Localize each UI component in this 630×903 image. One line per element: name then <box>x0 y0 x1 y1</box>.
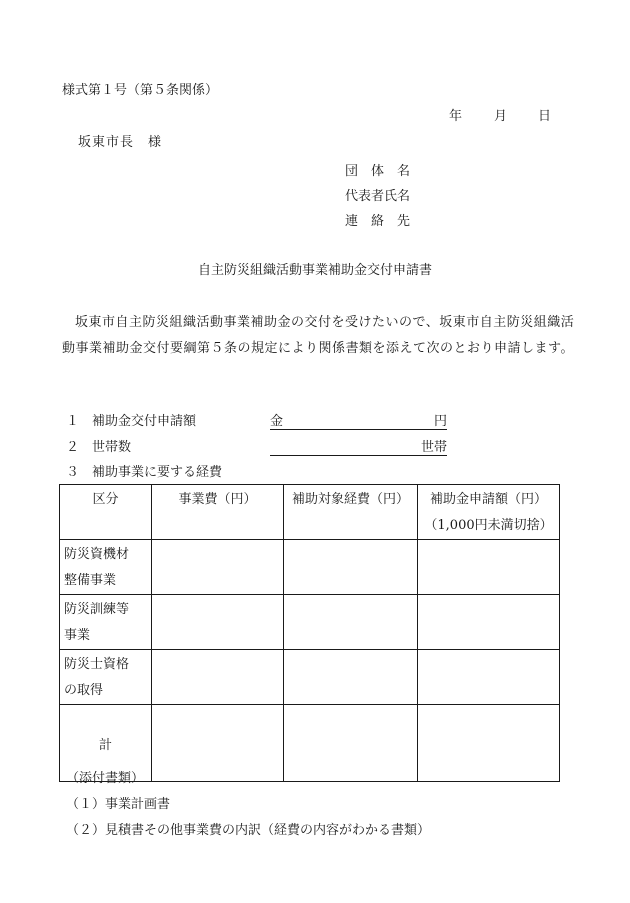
header-project-cost: 事業費（円） <box>152 485 284 540</box>
household-field[interactable] <box>270 439 447 456</box>
cell-eligible-cost[interactable] <box>284 595 418 650</box>
item-3-number: ３ <box>66 465 80 480</box>
table-row <box>60 595 560 650</box>
cell-grant-request[interactable] <box>418 650 560 705</box>
table-header-row <box>60 485 560 540</box>
cell-project-cost[interactable] <box>152 540 284 595</box>
amount-field[interactable] <box>270 413 447 430</box>
attachment-item: （２）見積書その他事業費の内訳（経費の内容がわかる書類） <box>66 823 431 838</box>
date-month: 月 <box>494 109 508 124</box>
header-eligible-cost: 補助対象経費（円） <box>284 485 418 540</box>
attachments-heading: （添付書類） <box>66 771 145 786</box>
header-grant-request <box>418 485 560 540</box>
cell-eligible-cost[interactable] <box>284 540 418 595</box>
row-category-line1: 防災訓練等 <box>64 602 130 617</box>
row-category <box>60 595 152 650</box>
table-row <box>60 540 560 595</box>
representative-label: 代表者氏名 <box>345 189 411 204</box>
item-2-label: 世帯数 <box>92 440 132 455</box>
row-category-line2: の取得 <box>64 683 104 698</box>
cell-grant-request[interactable] <box>418 595 560 650</box>
row-category-line2: 整備事業 <box>64 573 117 588</box>
row-category-line2: 事業 <box>64 628 91 643</box>
addressee: 坂東市長 様 <box>78 135 163 150</box>
household-unit: 世帯 <box>420 440 447 455</box>
date-day: 日 <box>538 109 552 124</box>
item-2-number: ２ <box>66 440 80 455</box>
expense-table <box>59 484 560 782</box>
date-year: 年 <box>449 109 463 124</box>
header-grant-request-label: 補助金申請額（円） <box>429 492 547 507</box>
item-1-number: １ <box>66 414 80 429</box>
row-category-line1: 防災資機材 <box>64 547 130 562</box>
total-grant-request[interactable] <box>418 705 560 782</box>
contact-label: 連 絡 先 <box>345 214 411 229</box>
item-3-label: 補助事業に要する経費 <box>92 465 223 480</box>
header-grant-request-note: （1,000円未満切捨） <box>424 518 553 533</box>
amount-unit: 円 <box>433 414 447 429</box>
body-paragraph: 坂東市自主防災組織活動事業補助金の交付を受けたいので、坂東市自主防災組織活動事業補助金交付要綱第５条の規定により関係書類を添えて次のとおり申請します。 <box>62 315 575 356</box>
attachment-item: （１）事業計画書 <box>66 797 171 812</box>
row-category-line1: 防災士資格 <box>64 657 130 672</box>
total-row <box>60 705 560 782</box>
total-project-cost[interactable] <box>152 705 284 782</box>
header-category: 区分 <box>60 485 152 540</box>
item-1-label: 補助金交付申請額 <box>92 414 197 429</box>
amount-prefix: 金 <box>270 414 284 429</box>
total-label: 計 <box>60 705 152 782</box>
row-category <box>60 540 152 595</box>
org-name-label: 団 体 名 <box>345 164 411 179</box>
form-number: 様式第１号（第５条関係） <box>62 83 219 98</box>
row-category <box>60 650 152 705</box>
cell-eligible-cost[interactable] <box>284 650 418 705</box>
cell-project-cost[interactable] <box>152 650 284 705</box>
table-row <box>60 650 560 705</box>
total-eligible-cost[interactable] <box>284 705 418 782</box>
cell-grant-request[interactable] <box>418 540 560 595</box>
document-title: 自主防災組織活動事業補助金交付申請書 <box>197 263 432 278</box>
cell-project-cost[interactable] <box>152 595 284 650</box>
